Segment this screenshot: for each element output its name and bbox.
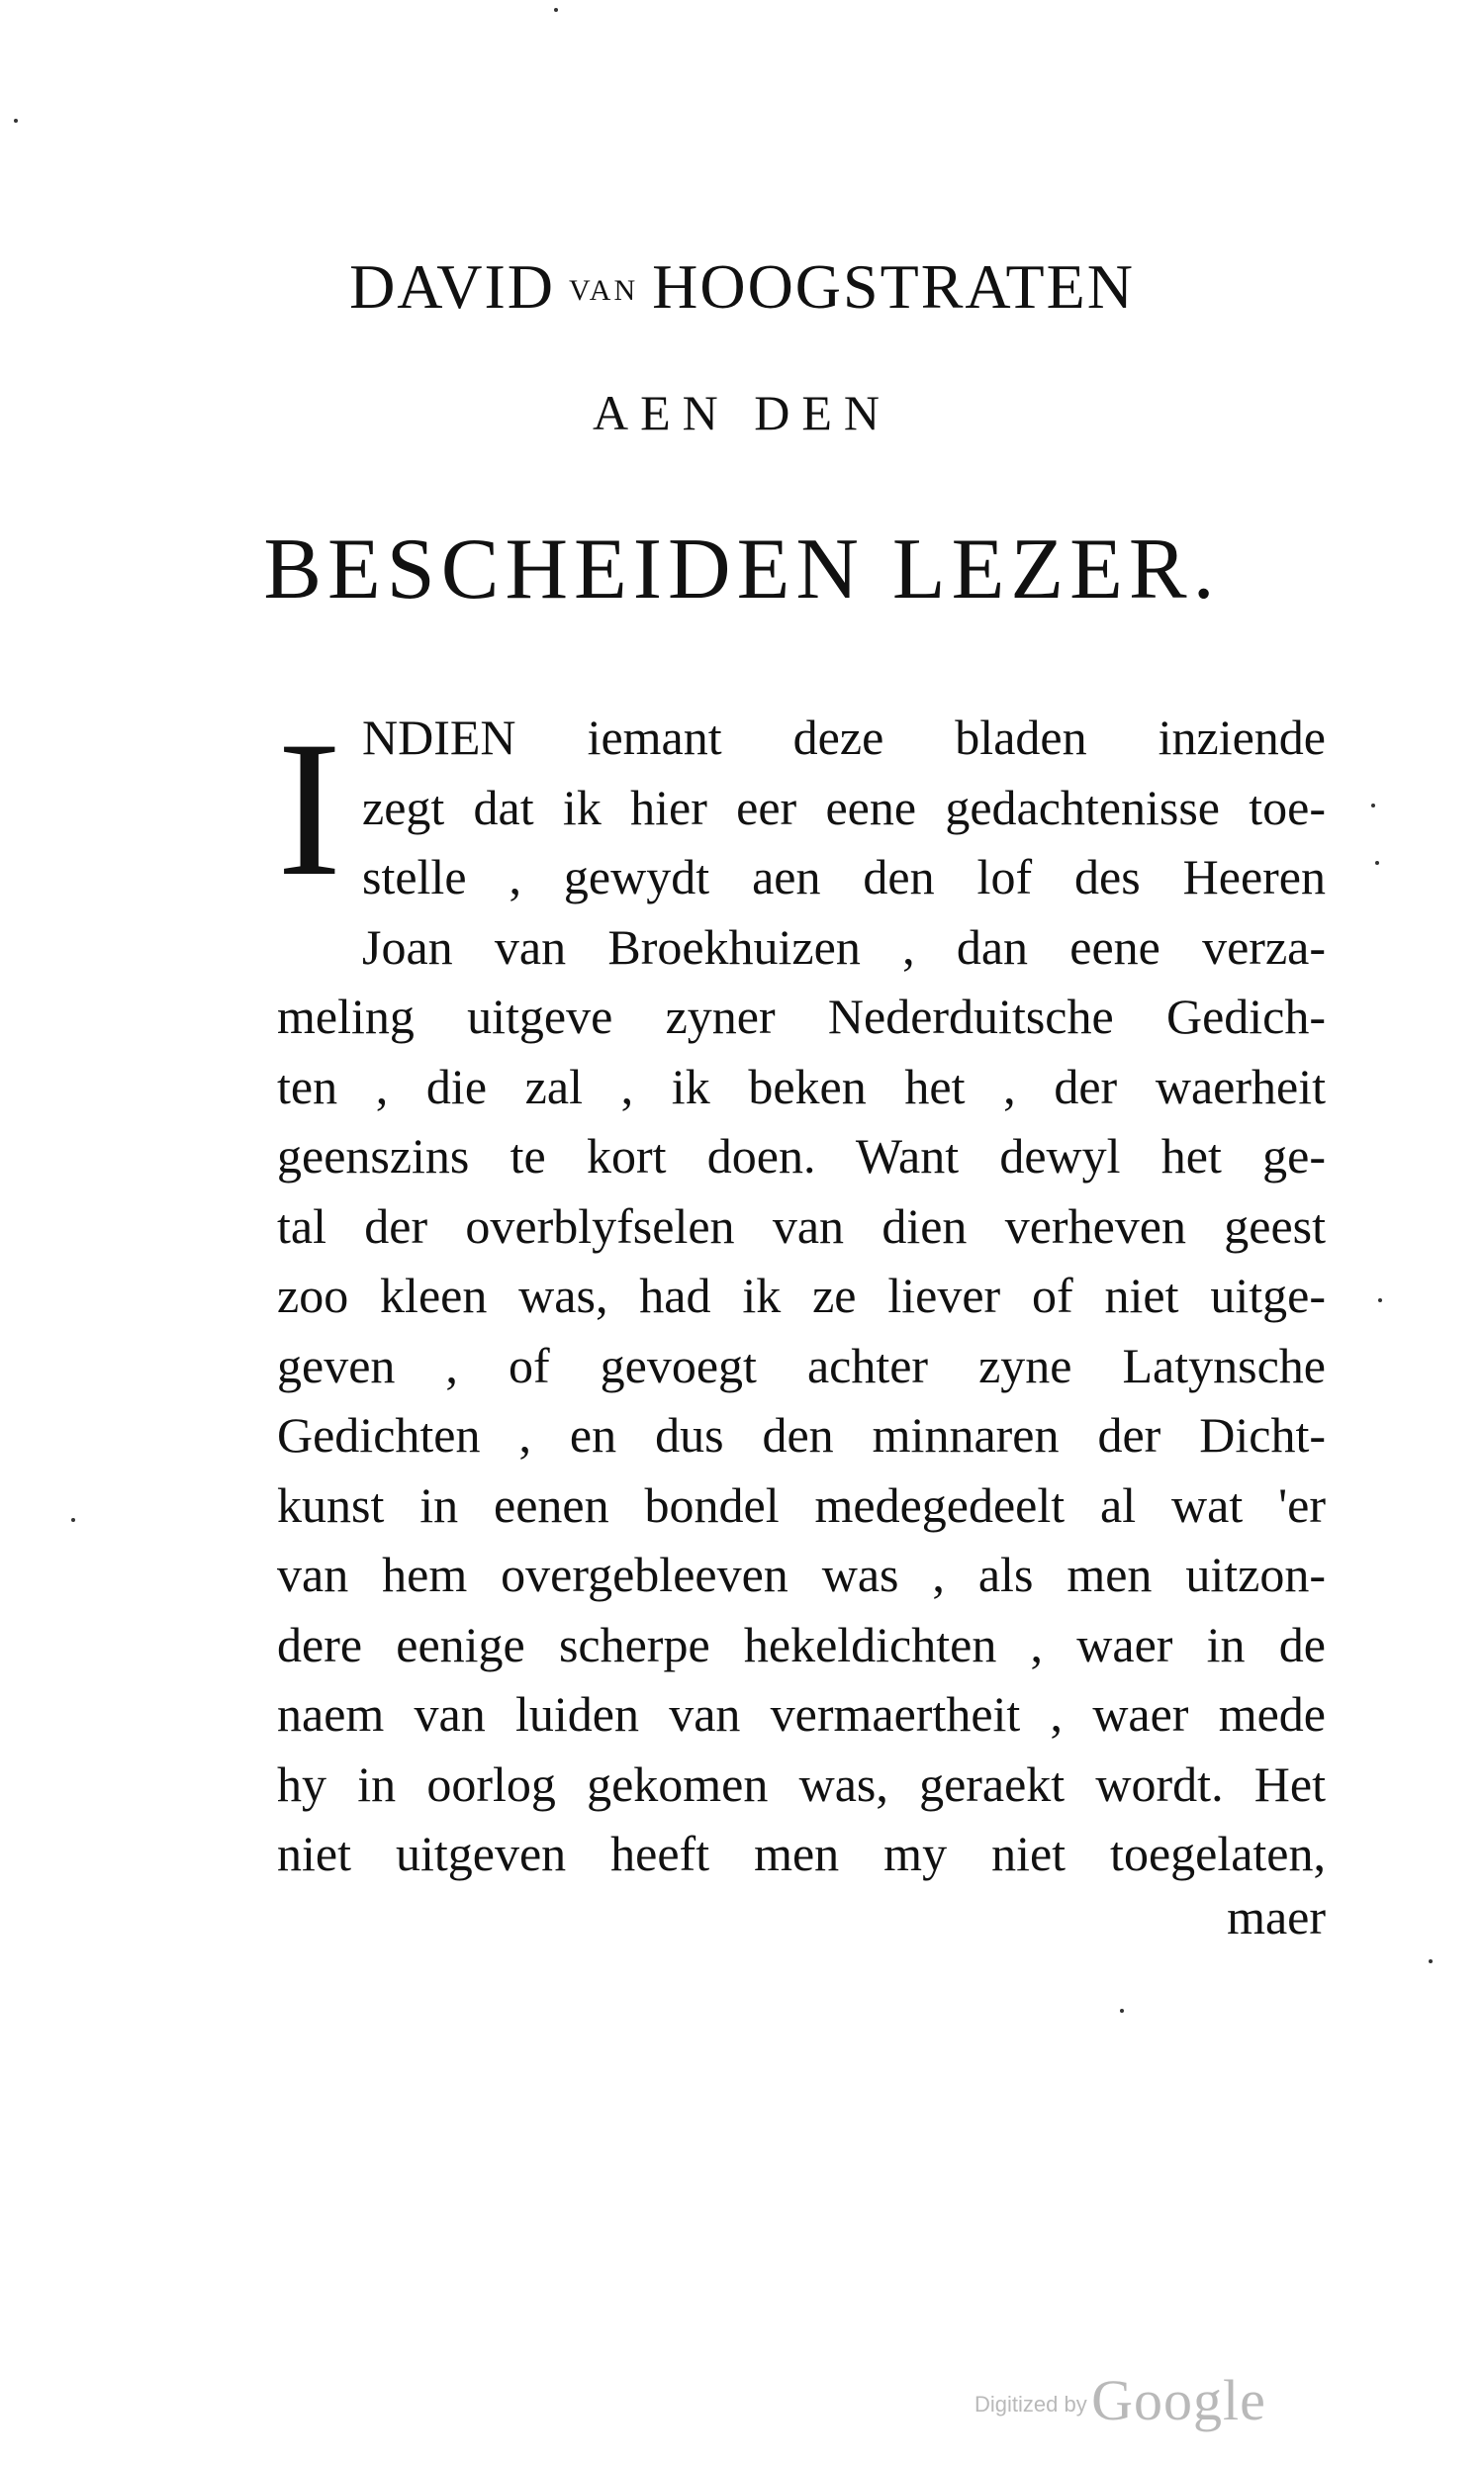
text-line: kunst in eenen bondel medegedeelt al wat 'er [277, 1476, 1326, 1533]
text-line: stelle , gewydt aen den lof des Heeren [362, 849, 1326, 904]
text-line: tal der overblyfselen van dien verheven geest [277, 1197, 1326, 1254]
text-line: meling uitgeve zyner Nederduitsche Gedich- [277, 989, 1326, 1044]
text-line: hy in oorlog gekomen was, geraekt wordt. Het [277, 1755, 1326, 1812]
scan-speck [1429, 1959, 1433, 1963]
heading-author-particle: VAN [569, 274, 639, 307]
text-line: geenszins te kort doen. Want dewyl het ge- [277, 1128, 1326, 1184]
drop-cap: I [277, 702, 342, 916]
heading-title: BESCHEIDEN LEZER. [263, 521, 1221, 617]
digitization-watermark [974, 2367, 1266, 2433]
text-line: niet uitgeven heeft men my niet toegelaten, [277, 1826, 1326, 1881]
scan-speck [1375, 861, 1379, 865]
scan-speck [554, 8, 558, 12]
scan-speck [1378, 1298, 1382, 1302]
scan-speck [1371, 804, 1375, 807]
text-line: zegt dat ik hier eer eene gedachtenisse toe- [362, 779, 1326, 835]
text-line: geven , of gevoegt achter zyne Latynsche [277, 1337, 1326, 1393]
heading-author [0, 251, 1484, 322]
text-line: naem van luiden van vermaertheit , waer mede [277, 1686, 1326, 1742]
body-text [277, 703, 1326, 1889]
heading-connector: AEN DEN [592, 385, 892, 440]
scan-speck [1120, 2009, 1124, 2013]
heading-author-first: DAVID [349, 251, 555, 322]
catchword: maer [1227, 1889, 1326, 1944]
heading-author-last: HOOGSTRATEN [652, 251, 1135, 322]
scan-speck [71, 1518, 75, 1522]
text-line: ten , die zal , ik beken het , der waerheit [277, 1058, 1326, 1114]
text-line: NDIEN iemant deze bladen inziende [362, 710, 1326, 765]
watermark-prefix: Digitized by [974, 2392, 1087, 2417]
text-line: van hem overgebleeven was , als men uitzon- [277, 1547, 1326, 1602]
text-line: Gedichten , en dus den minnaren der Dicht- [277, 1407, 1326, 1463]
text-line: dere eenige scherpe hekeldichten , waer in de [277, 1616, 1326, 1672]
watermark-brand: Google [1091, 2368, 1266, 2432]
text-line: Joan van Broekhuizen , dan eene verza- [362, 918, 1326, 975]
text-line: zoo kleen was, had ik ze liever of niet uitge- [277, 1268, 1326, 1323]
scan-speck [14, 119, 18, 123]
